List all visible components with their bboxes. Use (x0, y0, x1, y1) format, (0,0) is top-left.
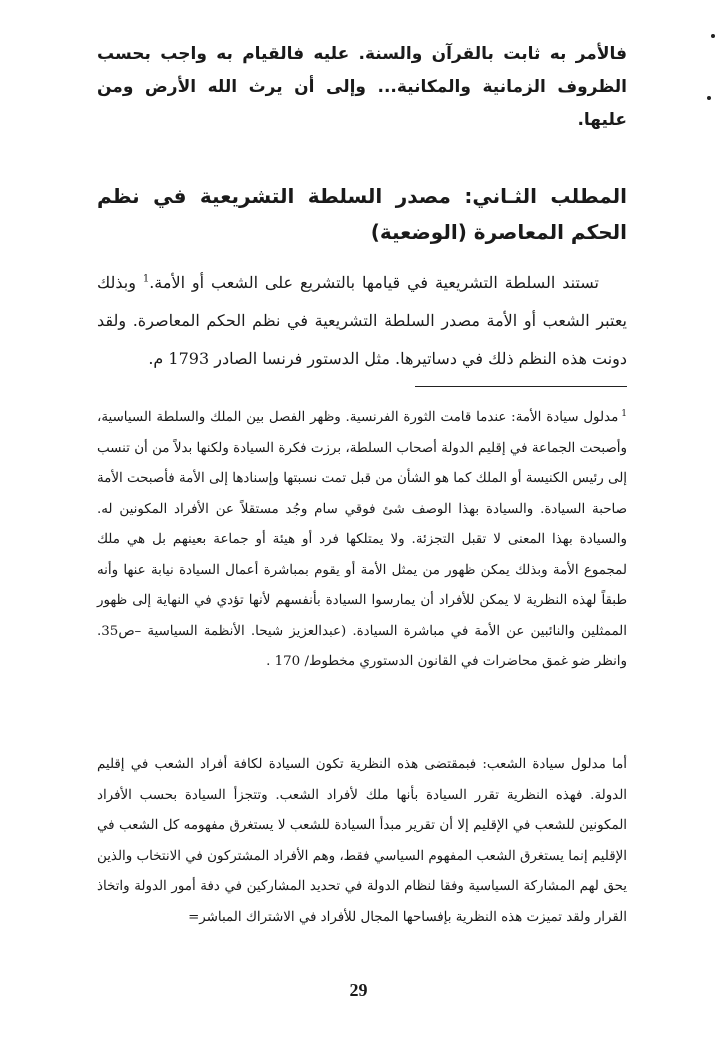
footnote-reference[interactable]: 1 (142, 273, 150, 285)
section-heading: المطلب الثـاني: مصدر السلطة التشريعية في نظم الحكم المعاصرة (الوضعية) (97, 184, 627, 244)
body-paragraph (97, 264, 627, 378)
scan-mark (707, 96, 711, 100)
footnote-separator (415, 386, 627, 387)
page-number: 29 (349, 980, 368, 1000)
body-text-part1: تستند السلطة التشريعية في قيامها بالتشريع على الشعب أو الأمة. (149, 273, 599, 292)
footnote-1 (97, 403, 627, 678)
scan-mark (711, 34, 715, 38)
footnote-continuation: أما مدلول سيادة الشعب: فبمقتضى هذه النظرية تكون السيادة لكافة أفراد الشعب في إقليم الدولة. فهذه النظرية تقرر السيادة بأنها ملك لأفراد الشعب. وتتجزأ السيادة بحسب الأفراد المكونين للشعب في الإقليم إلا أن تقرير مبدأ السيادة للشعب لا يستغرق مفهومه كل الشعب في الإقليم إنما يستغرق الشعب المفهوم السياسي فقط، وهم الأفراد المشتركون في الانتخاب والذين يحق لهم المشاركة السياسية وفقا لنظام الدولة في تحديد المشاركين في دفة أمور الدولة واتخاذ القرار ولقد تميزت هذه النظرية بإفساحها المجال للأفراد في الاشتراك المباشر= (97, 757, 627, 925)
footnote-1-text: مدلول سيادة الأمة: عندما قامت الثورة الفرنسية. وظهر الفصل بين الملك والسلطة السياسية، وأصبحت الجماعة في إقليم الدولة أصحاب السلطة، برزت فكرة السيادة ولكنها بدلاً من أن تنسب إلى رئيس الكنيسة أو الملك كما هو الشأن من قبل تمت نسبتها وإسنادها إلى الأمة فأصبحت الأمة صاحبة السيادة. والسيادة بهذا الوصف شئ فوقي سام وجُد مستقلاً عن الأفراد المكونين له. والسيادة بهذا المعنى لا تقبل التجزئة. ولا يمتلكها فرد أو هيئة أو جماعة بعينهم بل هي ملك لمجموع الأمة وبذلك يمكن ظهور من يمثل الأمة أو يقوم بمباشرة أعمال السيادة نيابة عنها وأنه طبقاً لهذه النظرية لا يمكن للأفراد أن يمارسوا السيادة بأنفسهم لأنها تؤدي في النهاية إلى ظهور الممثلين والنائبين عن الأمة في مباشرة السيادة. (عبدالعزيز شيحا. الأنظمة السياسية –ص35. وانظر ضو غمق محاضرات في القانون الدستوري مخطوط/ 170 . (97, 410, 627, 669)
body-text-part2: وبذلك يعتبر الشعب أو الأمة مصدر السلطة التشريعية في نظم الحكم المعاصرة. ولقد دونت هذه النظم ذلك في دساتيرها. مثل الدستور فرنسا الصادر 1793 م. (97, 273, 627, 368)
intro-paragraph: فالأمر به ثابت بالقرآن والسنة. عليه فالقيام به واجب بحسب الظروف الزمانية والمكانية... وإلى أن يرث الله الأرض ومن عليها. (97, 44, 627, 130)
footnote-marker: 1 (621, 408, 627, 419)
